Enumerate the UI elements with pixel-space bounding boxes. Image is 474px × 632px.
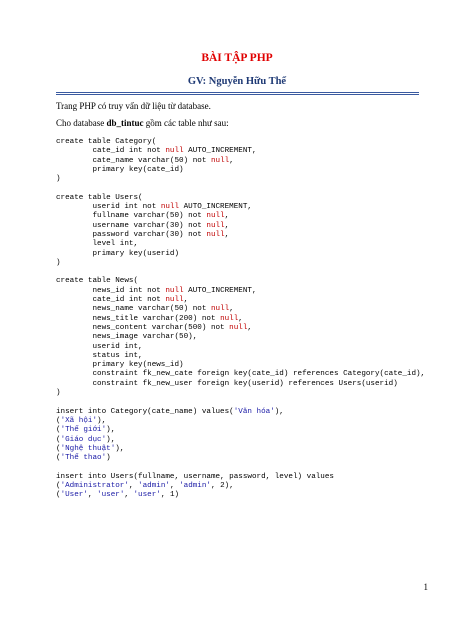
code-line	[56, 473, 426, 482]
code-text: ,	[128, 481, 139, 490]
code-keyword: null	[229, 323, 248, 332]
code-text: ),	[97, 416, 107, 425]
code-text: ,	[229, 305, 234, 314]
code-blank-line	[56, 268, 426, 277]
code-blank-line	[56, 398, 426, 407]
code-line	[56, 491, 426, 500]
code-text: ,	[224, 212, 230, 221]
code-text: )	[56, 389, 61, 398]
code-blank-line	[56, 184, 426, 193]
code-line	[56, 305, 426, 314]
code-text: password varchar(30) not	[56, 230, 207, 239]
database-name: db_tintuc	[106, 118, 144, 128]
code-line	[56, 194, 426, 203]
code-line	[56, 250, 426, 259]
code-string: 'Xã hội'	[60, 416, 98, 425]
code-text: , 1)	[160, 491, 180, 500]
code-line	[56, 166, 426, 175]
code-text: ,	[169, 481, 180, 490]
code-text: ,	[224, 230, 230, 239]
code-text: )	[56, 175, 61, 184]
code-text: cate_name varchar(50) not	[56, 156, 211, 165]
code-keyword: null	[165, 296, 184, 305]
code-text: fullname varchar(50) not	[56, 212, 207, 221]
code-keyword: null	[210, 156, 230, 165]
code-text: userid int not	[56, 203, 161, 212]
code-text: news_id int not	[56, 286, 166, 295]
code-text: ),	[106, 426, 116, 435]
code-keyword: null	[210, 305, 230, 314]
code-line	[56, 389, 426, 398]
code-line	[56, 259, 426, 268]
code-text: create table Users(	[56, 193, 143, 202]
code-line	[56, 157, 426, 166]
code-line	[56, 175, 426, 184]
code-string: 'Nghệ thuật'	[60, 444, 116, 453]
code-text: news_title varchar(200) not	[56, 314, 221, 323]
code-line	[56, 231, 426, 240]
code-text: ),	[106, 435, 116, 444]
code-string: 'Administrator'	[60, 481, 129, 490]
database-paragraph	[56, 118, 229, 128]
code-blank-line	[56, 463, 426, 472]
title-divider-top	[56, 92, 419, 93]
code-string: 'Văn hóa'	[233, 407, 275, 416]
code-text: ,	[124, 491, 134, 500]
code-text: (	[56, 491, 61, 500]
code-line	[56, 370, 426, 379]
code-text: ,	[87, 491, 98, 500]
code-line	[56, 203, 426, 212]
title-divider-bottom	[56, 94, 419, 95]
code-text: AUTO_INCREMENT,	[183, 286, 257, 295]
code-line	[56, 277, 426, 286]
code-line	[56, 138, 426, 147]
code-text: AUTO_INCREMENT,	[183, 147, 257, 156]
code-line	[56, 333, 426, 342]
code-string: 'Thể thao'	[60, 454, 107, 463]
database-prefix: Cho database	[56, 118, 107, 128]
code-string: 'User'	[60, 491, 88, 500]
code-text: , 2),	[210, 481, 234, 490]
code-text: )	[106, 454, 111, 463]
code-text: constraint fk_new_user foreign key(userid) references Users(userid)	[56, 379, 398, 388]
page-number: 1	[423, 582, 428, 592]
intro-paragraph: Trang PHP có truy vấn dữ liệu từ database.	[56, 101, 211, 111]
code-line	[56, 222, 426, 231]
code-text: )	[56, 258, 61, 267]
code-line	[56, 352, 426, 361]
code-string: 'Giáo dục'	[60, 435, 107, 444]
code-text: cate_id int not	[56, 147, 166, 156]
code-keyword: null	[206, 212, 225, 221]
code-text: ,	[247, 323, 252, 332]
code-line	[56, 361, 426, 370]
code-line	[56, 482, 426, 491]
code-keyword: null	[165, 147, 184, 156]
code-line	[56, 315, 426, 324]
code-text: ),	[115, 444, 125, 453]
code-text: AUTO_INCREMENT,	[179, 203, 252, 212]
code-text: primary key(cate_id)	[56, 165, 184, 174]
code-string: 'admin'	[179, 481, 211, 490]
code-text: news_name varchar(50) not	[56, 305, 211, 314]
code-text: username varchar(30) not	[56, 221, 207, 230]
code-text: ),	[274, 407, 284, 416]
code-line	[56, 380, 426, 389]
code-line	[56, 436, 426, 445]
database-suffix: gồm các table như sau:	[143, 118, 229, 128]
code-text: (	[56, 454, 61, 463]
code-text: primary key(news_id)	[56, 361, 184, 370]
code-text: insert into Category(cate_name) values(	[56, 407, 234, 416]
code-string: 'admin'	[138, 481, 170, 490]
code-keyword: null	[160, 203, 180, 212]
code-line	[56, 426, 426, 435]
sql-code-block	[56, 138, 426, 501]
code-text: news_content varchar(500) not	[56, 323, 230, 332]
code-line	[56, 296, 426, 305]
code-text: status int,	[56, 351, 143, 360]
code-line	[56, 212, 426, 221]
code-text: insert into Users(fullname, username, password, level) values	[56, 472, 334, 481]
code-text: (	[56, 435, 61, 444]
code-line	[56, 147, 426, 156]
code-text: ,	[183, 296, 189, 305]
code-keyword: null	[206, 230, 225, 239]
code-keyword: null	[206, 221, 225, 230]
code-line	[56, 287, 426, 296]
code-keyword: null	[165, 286, 184, 295]
code-line	[56, 408, 426, 417]
code-string: 'user'	[97, 491, 125, 500]
code-text: (	[56, 481, 61, 490]
code-text: (	[56, 444, 61, 453]
code-keyword: null	[220, 314, 239, 323]
code-text: news_image varchar(50),	[56, 333, 198, 342]
code-text: primary key(userid)	[56, 249, 180, 258]
code-text: (	[56, 426, 61, 435]
code-text: (	[56, 416, 61, 425]
code-line	[56, 445, 426, 454]
code-text: create table News(	[56, 277, 139, 286]
code-text: create table Category(	[56, 138, 157, 146]
code-line	[56, 343, 426, 352]
code-string: 'Thế giới'	[60, 426, 107, 435]
code-line	[56, 324, 426, 333]
code-line	[56, 240, 426, 249]
code-text: ,	[238, 314, 243, 323]
code-string: 'user'	[133, 491, 161, 500]
code-line	[56, 417, 426, 426]
code-text: level int,	[56, 240, 139, 249]
code-text: constraint fk_new_cate foreign key(cate_id) references Category(cate_id),	[56, 370, 426, 379]
code-text: userid int,	[56, 342, 143, 351]
code-text: cate_id int not	[56, 296, 166, 305]
code-line	[56, 454, 426, 463]
code-text: ,	[224, 221, 230, 230]
document-title: BÀI TẬP PHP	[201, 52, 273, 64]
code-text: ,	[229, 156, 234, 165]
document-author: GV: Nguyễn Hữu Thể	[187, 76, 287, 87]
